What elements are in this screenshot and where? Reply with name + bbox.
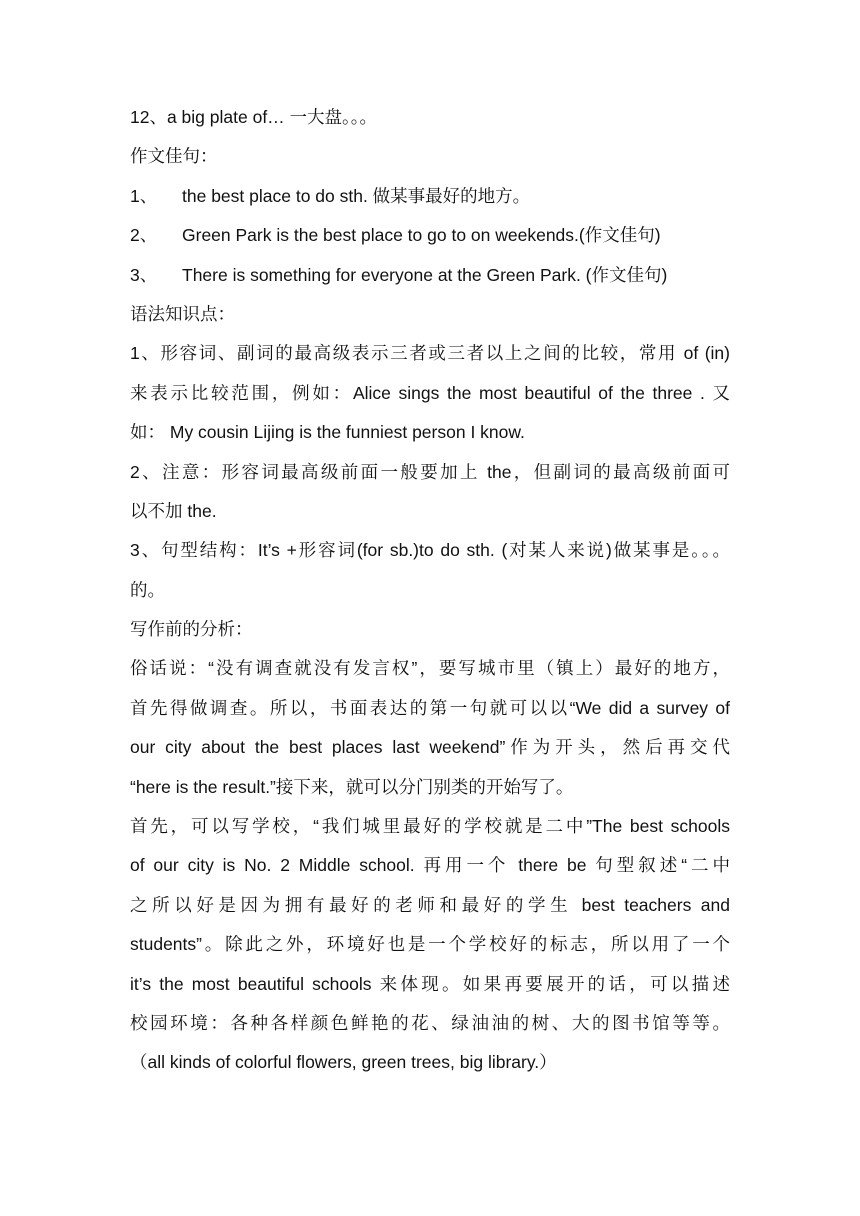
text-line: 以不加 the. — [130, 500, 217, 521]
text-line: 俗话说：“没有调查就没有发言权”，要写城市里（镇上）最好的地方， — [130, 658, 730, 679]
text-line: it’s the most beautiful schools 来体现。如果再要展开的话，可以描述 — [130, 973, 730, 994]
section-heading-analysis: 写作前的分析： — [130, 619, 253, 640]
item-number: 3、 — [130, 264, 158, 285]
text-line: 校园环境：各种各样颜色鲜艳的花、绿油油的树、大的图书馆等等。 — [130, 1012, 730, 1033]
text-line: 1、形容词、副词的最高级表示三者或三者以上之间的比较，常用 of (in) — [130, 343, 730, 364]
text-line: 首先，可以写学校，“我们城里最好的学校就是二中”The best schools — [130, 816, 730, 837]
item-number: 2、 — [130, 225, 158, 246]
document-page — [130, 98, 730, 1083]
text-line: 来表示比较范围，例如：Alice sings the most beautiful of the three . 又 — [130, 382, 730, 403]
text-line: “here is the result.”接下来，就可以分门别类的开始写了。 — [130, 776, 574, 797]
text-line: students”。除此之外，环境好也是一个学校好的标志，所以用了一个 — [130, 934, 730, 955]
text-line: of our city is No. 2 Middle school. 再用一个 there be 句型叙述“二中 — [130, 855, 730, 876]
section-heading-grammar: 语法知识点： — [130, 303, 235, 324]
text-line: our city about the best places last weekend”作为开头，然后再交代 — [130, 737, 730, 758]
item-text: the best place to do sth. 做某事最好的地方。 — [182, 185, 531, 206]
text-line: （all kinds of colorful flowers, green trees, big library.） — [130, 1052, 557, 1073]
text-line: 首先得做调查。所以，书面表达的第一句就可以以“We did a survey of — [130, 697, 730, 718]
numbered-item — [130, 256, 730, 295]
item-number: 1、 — [130, 185, 158, 206]
item-text: There is something for everyone at the Green Park. (作文佳句) — [182, 264, 668, 285]
text-line: 的。 — [130, 579, 165, 600]
item-text: Green Park is the best place to go to on weekends.(作文佳句) — [182, 225, 661, 246]
text-line: 如： My cousin Lijing is the funniest person I know. — [130, 422, 525, 443]
text-line: 3、句型结构：It’s +形容词(for sb.)to do sth. (对某人来说)做某事是。。。 — [130, 540, 730, 561]
numbered-item — [130, 216, 730, 255]
text-line: 2、注意：形容词最高级前面一般要加上 the，但副词的最高级前面可 — [130, 461, 730, 482]
section-heading-composition: 作文佳句： — [130, 146, 218, 167]
text-line: 之所以好是因为拥有最好的老师和最好的学生 best teachers and — [130, 894, 730, 915]
text-line: 12、a big plate of… 一大盘。。。 — [130, 107, 378, 127]
numbered-item — [130, 177, 730, 216]
